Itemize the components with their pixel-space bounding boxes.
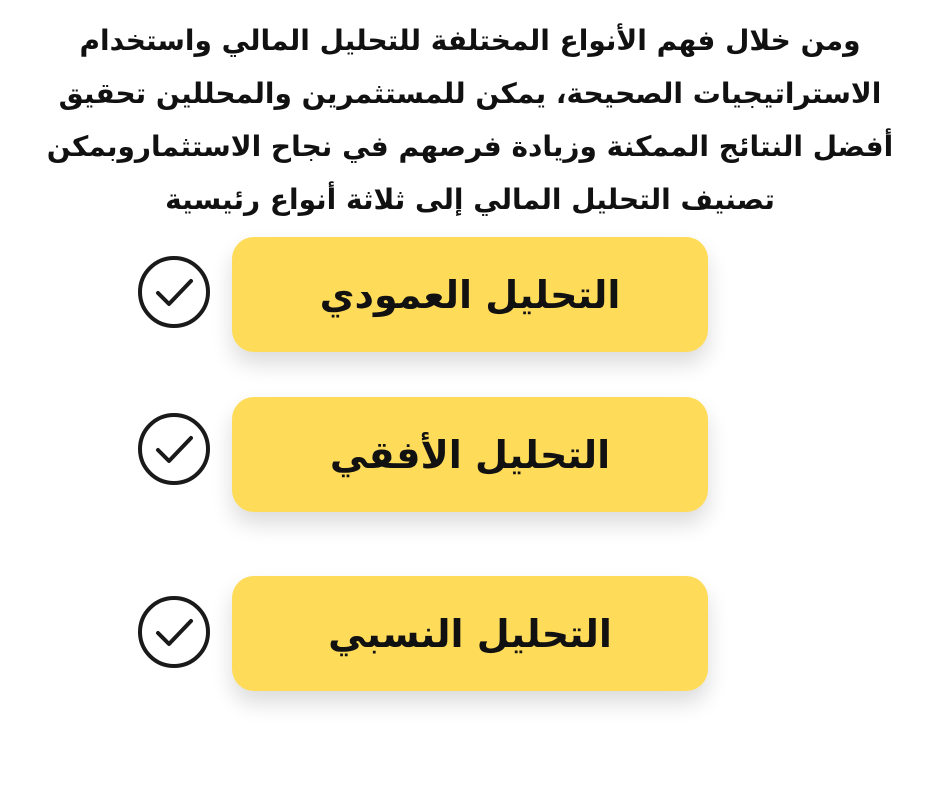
intro-paragraph: ومن خلال فهم الأنواع المختلفة للتحليل المالي واستخدام الاستراتيجيات الصحيحة، يمكن للمستثمرين والمحللين تحقيق أفضل النتائج الممكنة وزيادة فرصهم في نجاح الاستثماروبمكن تصنيف التحليل المالي إلى ثلاثة أنواع رئيسية (46, 24, 894, 216)
ratio-analysis-label: التحليل النسبي (232, 576, 708, 691)
check-circle-icon (136, 254, 212, 330)
check-circle-icon (136, 594, 212, 670)
check-circle-icon (136, 411, 212, 487)
list-item-horizontal-analysis (0, 397, 940, 513)
vertical-analysis-label: التحليل العمودي (232, 237, 708, 352)
list-item-ratio-analysis (0, 576, 940, 692)
horizontal-analysis-label: التحليل الأفقي (232, 397, 708, 512)
list-item-vertical-analysis (0, 237, 940, 353)
